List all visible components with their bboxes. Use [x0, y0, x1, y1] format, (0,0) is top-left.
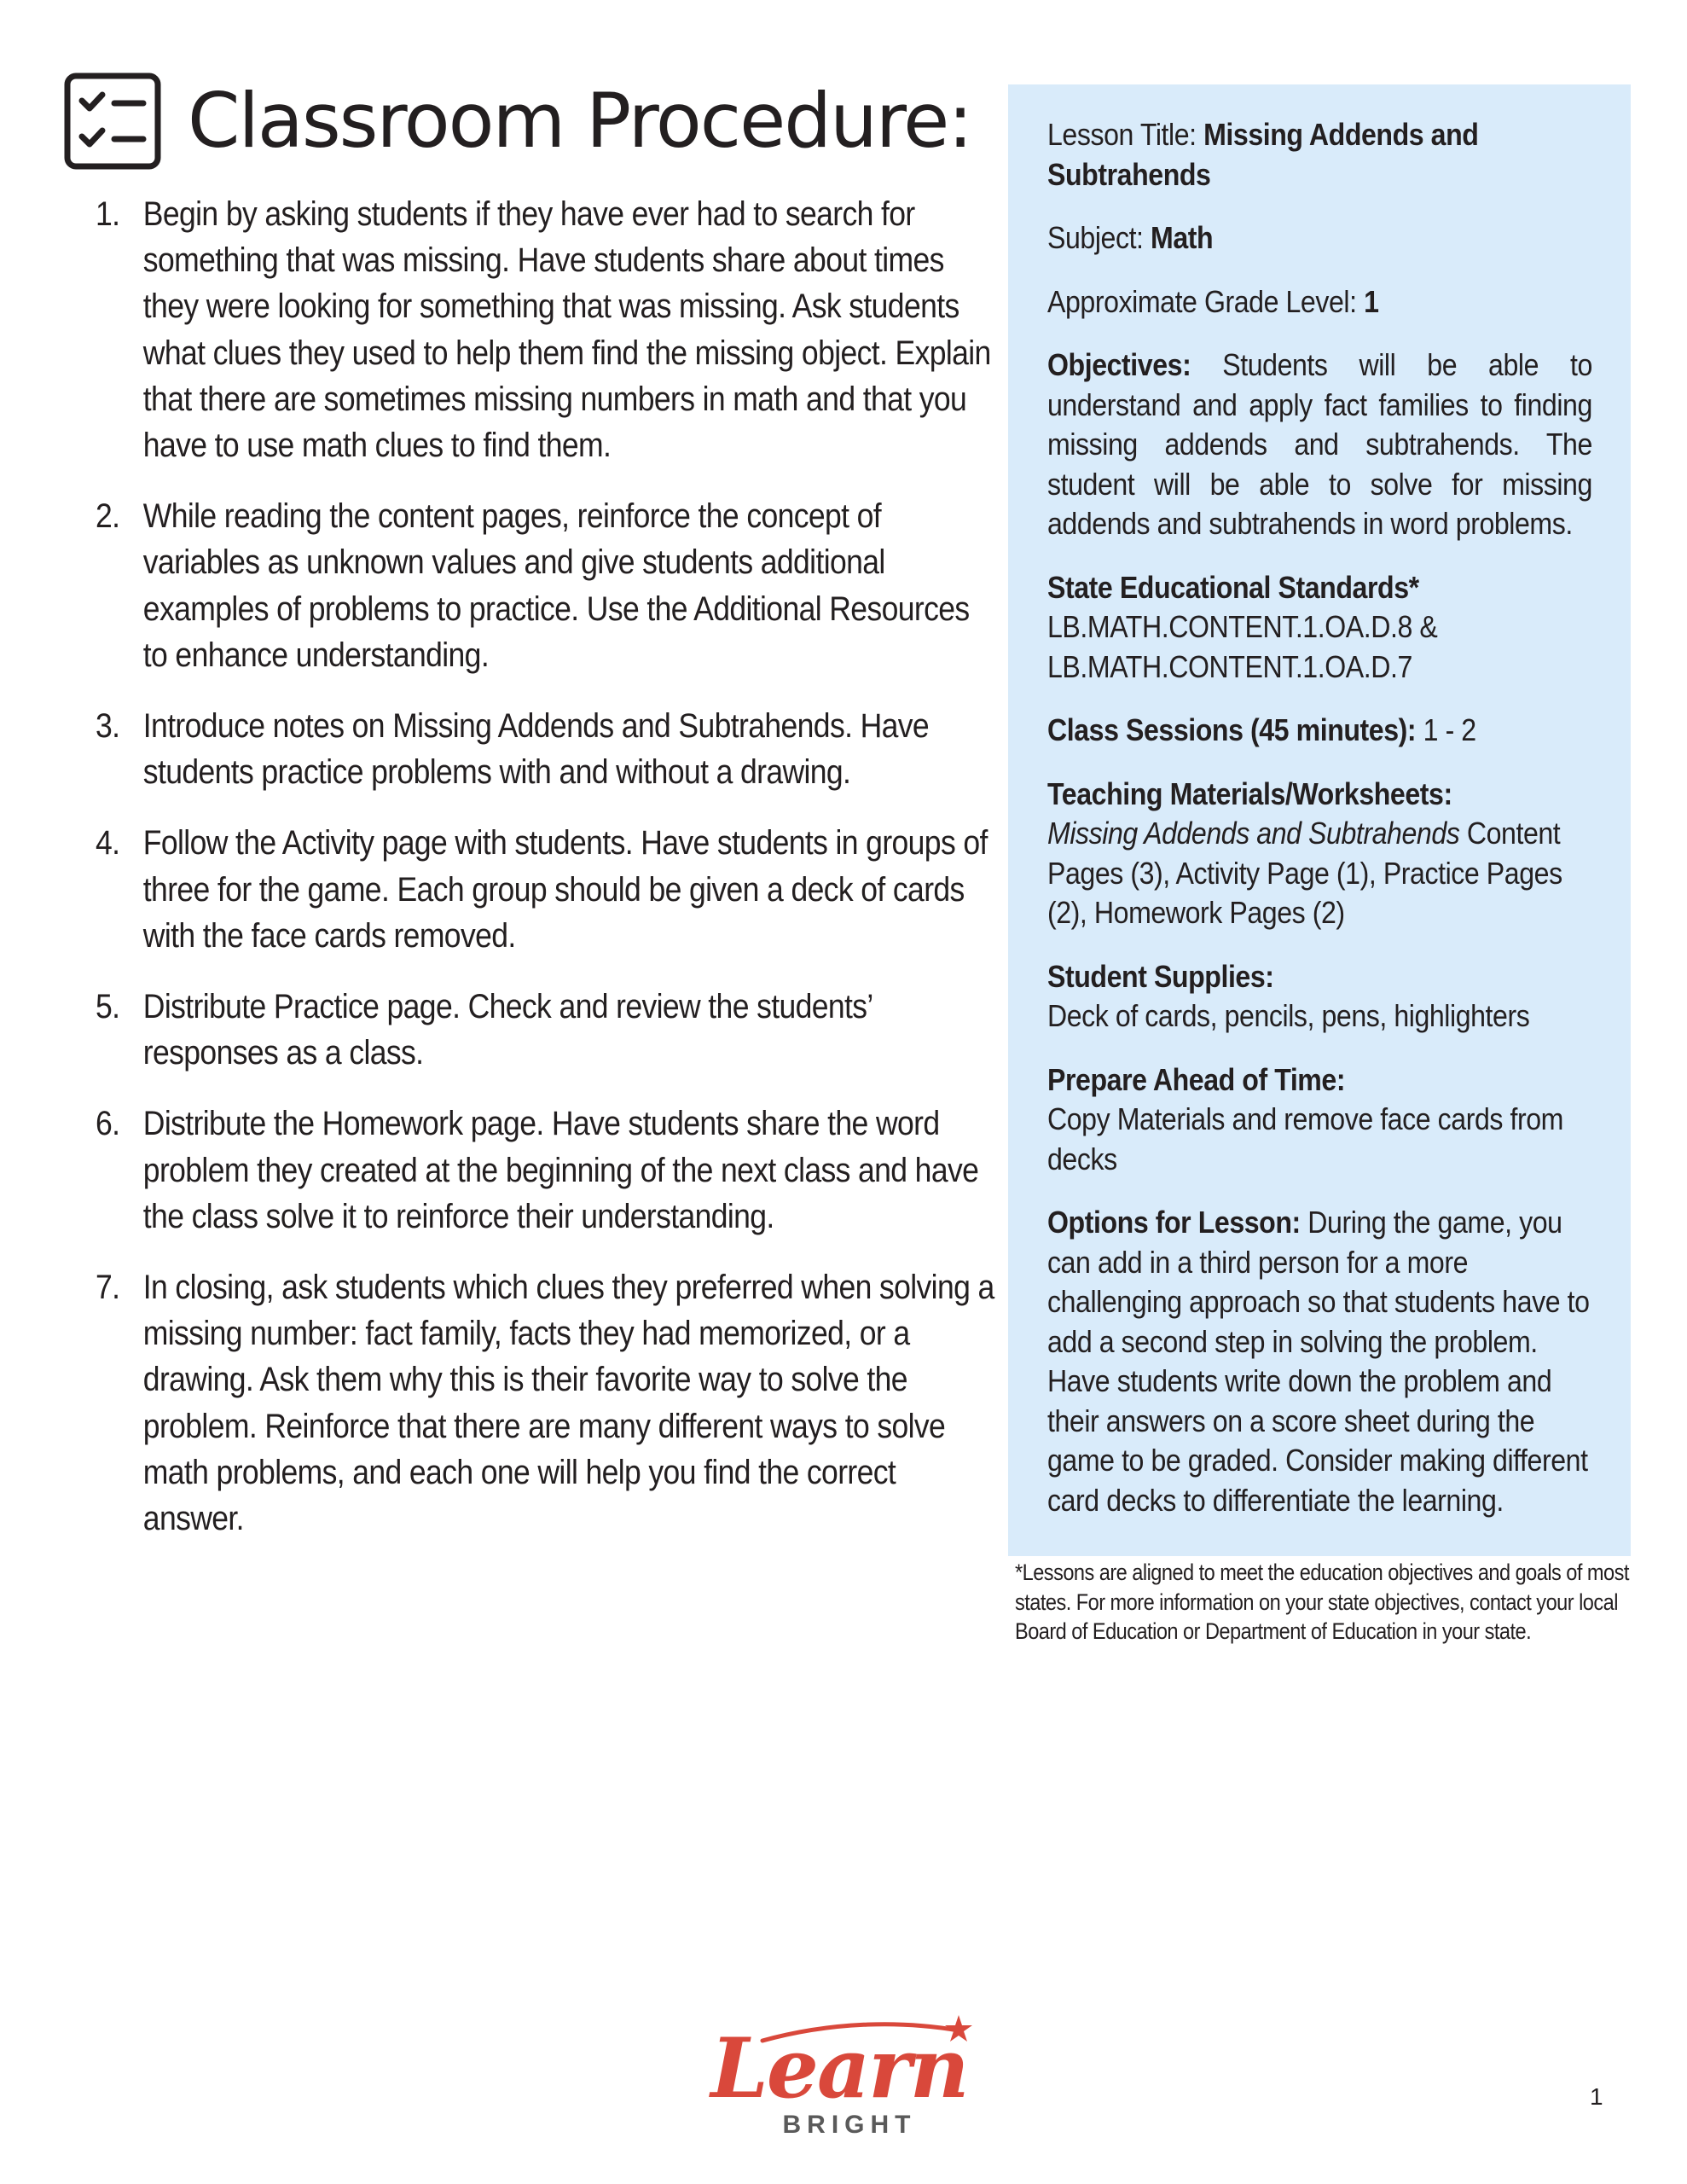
- procedure-item-7: [96, 1264, 996, 1542]
- grade-level-value: 1: [1364, 283, 1379, 319]
- lesson-title-value: Missing Addends and Subtrahends: [1047, 117, 1479, 192]
- class-sessions-field: [1047, 711, 1592, 751]
- prepare-ahead-field: [1047, 1060, 1592, 1180]
- lesson-options-text: During the game, you can add in a third person for a more challenging approach so that students have to add a second step in solving the problem. Have students write down the problem and their answers on a score sheet during the game to be graded. Consider making different card decks to differentiate the learning.: [1047, 1205, 1590, 1518]
- procedure-number: 7.: [96, 1269, 120, 1307]
- procedure-text: Introduce notes on Missing Addends and Subtrahends. Have students practice problems with and without a drawing.: [142, 707, 930, 792]
- checklist-icon: [63, 72, 162, 171]
- page-number: 1: [1590, 2083, 1603, 2110]
- subject-value: Math: [1151, 220, 1214, 255]
- standards-line-1: LB.MATH.CONTENT.1.OA.D.8 &: [1047, 609, 1438, 644]
- procedure-number: 2.: [96, 497, 120, 536]
- procedure-item-1: [96, 191, 996, 468]
- logo-wordmark: Learn: [710, 2020, 968, 2117]
- lesson-info-content: [1047, 115, 1592, 1520]
- teaching-materials-text: Content Pages (3), Activity Page (1), Practice Pages (2), Homework Pages (2): [1047, 816, 1562, 930]
- procedure-item-5: [96, 984, 996, 1076]
- grade-level-label: Approximate Grade Level:: [1047, 283, 1365, 319]
- procedure-text: While reading the content pages, reinforce the concept of variables as unknown values and give students additional examples of problems to practice. Use the Additional Resources to enhance understanding.: [142, 497, 970, 674]
- subject-label: Subject:: [1047, 220, 1151, 255]
- procedure-text: Begin by asking students if they have ever had to search for something that was missing. Have students share about times they were looking for something that was missing. Ask students what clues they used to help them find the missing object. Explain that there are sometimes missing numbers in math and that you have to use math clues to find them.: [142, 195, 991, 465]
- class-sessions-label: Class Sessions (45 minutes):: [1047, 712, 1417, 747]
- procedure-text: Distribute Practice page. Check and review the students’ responses as a class.: [142, 988, 872, 1072]
- standards-footnote: *Lessons are aligned to meet the education objectives and goals of most states. For more information on your state objectives, contact your local Board of Education or Department of Education in your state.: [1015, 1560, 1629, 1644]
- standards-label: State Educational Standards*: [1047, 569, 1419, 605]
- procedure-item-4: [96, 820, 996, 959]
- prepare-ahead-label: Prepare Ahead of Time:: [1047, 1061, 1346, 1097]
- teaching-materials-title: Missing Addends and Subtrahends: [1047, 816, 1460, 851]
- procedure-text: Distribute the Homework page. Have students share the word problem they created at the beginning of the next class and have the class solve it to reinforce their understanding.: [142, 1105, 979, 1235]
- class-sessions-value: 1 - 2: [1416, 712, 1476, 747]
- student-supplies-label: Student Supplies:: [1047, 958, 1274, 994]
- learn-bright-logo: [703, 1996, 984, 2141]
- lesson-title-field: [1047, 115, 1592, 195]
- procedure-number: 3.: [96, 707, 120, 746]
- subject-field: [1047, 218, 1592, 258]
- procedure-list: [96, 191, 994, 1566]
- objectives-field: [1047, 346, 1592, 544]
- page-title: Classroom Procedure:: [188, 77, 971, 165]
- objectives-label: Objectives:: [1047, 347, 1191, 382]
- logo-subtext: BRIGHT: [782, 2111, 917, 2139]
- procedure-item-3: [96, 703, 996, 795]
- procedure-item-6: [96, 1101, 996, 1240]
- standards-line-2: LB.MATH.CONTENT.1.OA.D.7: [1047, 648, 1412, 684]
- lesson-options-field: [1047, 1203, 1592, 1520]
- lesson-title-label: Lesson Title:: [1047, 117, 1204, 152]
- procedure-text: Follow the Activity page with students. Have students in groups of three for the game. Each group should be given a deck of cards with the face cards removed.: [142, 824, 988, 955]
- page-header: [63, 70, 971, 172]
- procedure-number: 6.: [96, 1105, 120, 1143]
- procedure-number: 5.: [96, 988, 120, 1026]
- teaching-materials-label: Teaching Materials/Worksheets:: [1047, 775, 1452, 811]
- procedure-text: In closing, ask students which clues they preferred when solving a missing number: fact family, facts they had memorized, or a drawing. Ask them why this is their favorite way to solve the problem. Reinforce that there are many different ways to solve math problems, and each one will help you find the correct answer.: [142, 1269, 994, 1538]
- teaching-materials-field: [1047, 775, 1592, 933]
- student-supplies-field: [1047, 957, 1592, 1037]
- objectives-text: Students will be able to understand and apply fact families to finding missing addends and subtrahends. The student will be able to solve for missing addends and subtrahends in word problems.: [1047, 347, 1592, 541]
- lesson-info-panel: [1008, 84, 1631, 1556]
- lesson-options-label: Options for Lesson:: [1047, 1205, 1301, 1240]
- procedure-number: 1.: [96, 195, 120, 233]
- procedure-item-2: [96, 493, 996, 678]
- student-supplies-text: Deck of cards, pencils, pens, highlighters: [1047, 998, 1530, 1033]
- grade-level-field: [1047, 282, 1592, 322]
- prepare-ahead-text: Copy Materials and remove face cards from decks: [1047, 1101, 1563, 1176]
- standards-field: [1047, 568, 1592, 688]
- procedure-number: 4.: [96, 824, 120, 863]
